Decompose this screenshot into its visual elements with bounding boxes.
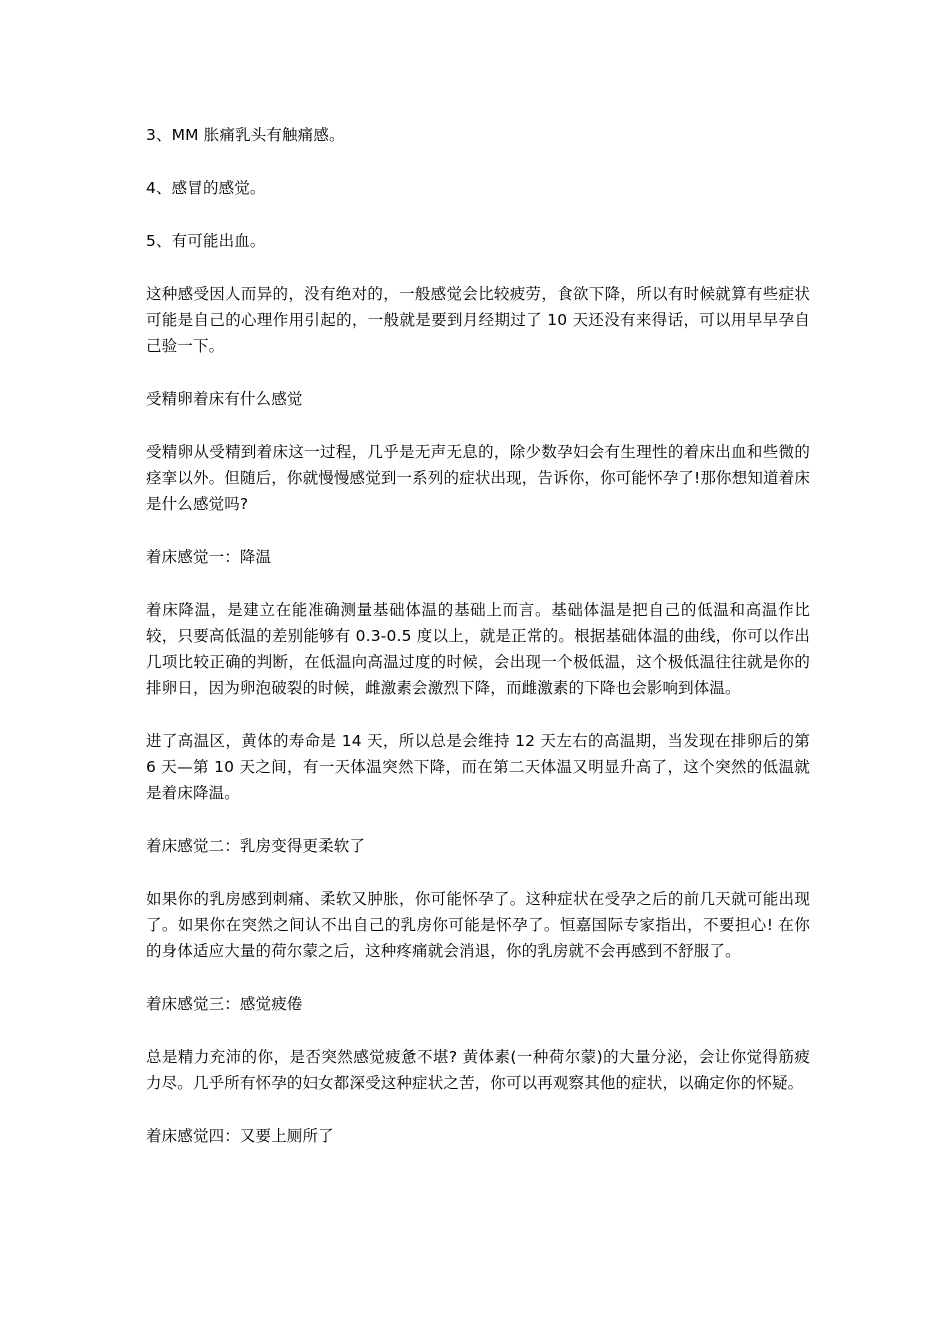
subheading-1: 着床感觉一：降温 — [146, 548, 272, 566]
list-item-3: 3、MM 胀痛乳头有触痛感。 — [146, 126, 345, 144]
subheading-2: 着床感觉二：乳房变得更柔软了 — [146, 837, 366, 855]
paragraph-2: 如果你的乳房感到刺痛、柔软又肿胀，你可能怀孕了。这种症状在受孕之后的前几天就可能出现了。如果你在突然之间认不出自己的乳房你可能是怀孕了。恒嘉国际专家指出，不要担心! 在你的身体适应大量的荷尔蒙之后，这种疼痛就会消退，你的乳房就不会再感到不舒服了。 — [146, 890, 810, 960]
section-heading: 受精卵着床有什么感觉 — [146, 390, 303, 408]
list-item-4: 4、感冒的感觉。 — [146, 179, 266, 197]
paragraph-3: 总是精力充沛的你，是否突然感觉疲惫不堪? 黄体素(一种荷尔蒙)的大量分泌，会让你觉得筋疲力尽。几乎所有怀孕的妇女都深受这种症状之苦，你可以再观察其他的症状，以确定你的怀疑。 — [146, 1048, 810, 1092]
subheading-3: 着床感觉三：感觉疲倦 — [146, 995, 303, 1013]
list-item-5: 5、有可能出血。 — [146, 232, 266, 250]
section-paragraph: 受精卵从受精到着床这一过程，几乎是无声无息的，除少数孕妇会有生理性的着床出血和些微的痉挛以外。但随后，你就慢慢感觉到一系列的症状出现，告诉你，你可能怀孕了!那你想知道着床是什么感觉吗? — [146, 443, 810, 513]
paragraph-1a: 着床降温，是建立在能准确测量基础体温的基础上而言。基础体温是把自己的低温和高温作比较，只要高低温的差别能够有 0.3-0.5 度以上，就是正常的。根据基础体温的曲线，你可以作出几项比较正确的判断，在低温向高温过度的时候，会出现一个极低温，这个极低温往往就是你的排卵日，因为卵泡破裂的时候，雌激素会激烈下降，而雌激素的下降也会影响到体温。 — [146, 601, 810, 697]
intro-paragraph: 这种感受因人而异的，没有绝对的，一般感觉会比较疲劳，食欲下降，所以有时候就算有些症状可能是自己的心理作用引起的，一般就是要到月经期过了 10 天还没有来得话，可以用早早孕自己验一下。 — [146, 285, 810, 355]
subheading-4: 着床感觉四：又要上厕所了 — [146, 1127, 334, 1145]
paragraph-1b: 进了高温区，黄体的寿命是 14 天，所以总是会维持 12 天左右的高温期，当发现在排卵后的第 6 天—第 10 天之间，有一天体温突然下降，而在第二天体温又明显升高了，这个突然的低温就是着床降温。 — [146, 732, 810, 802]
document-body — [146, 122, 810, 1149]
